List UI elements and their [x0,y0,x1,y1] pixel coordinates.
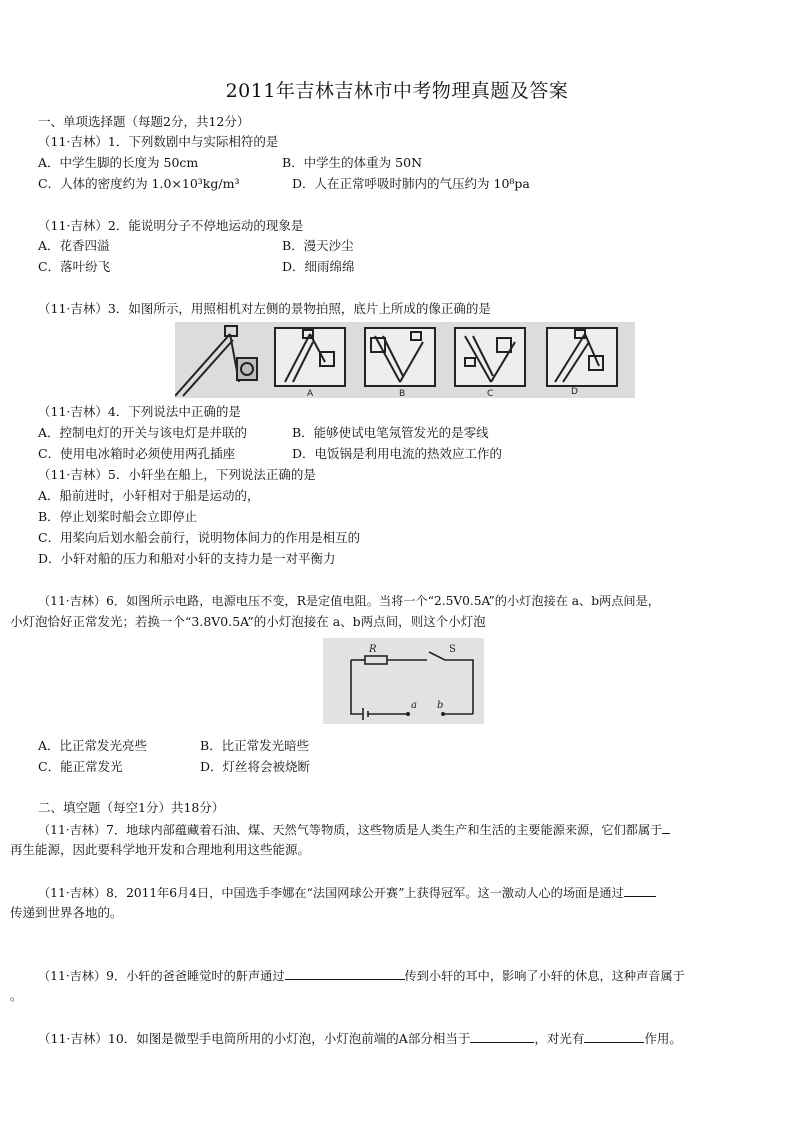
q4-option-b: B．能够使试电笔氖管发光的是零线 [292,425,489,440]
q4-option-d: D．电饭锅是利用电流的热效应工作的 [292,446,503,461]
q1-stem: （11·吉林）1．下列数剧中与实际相符的是 [38,134,279,149]
section-heading-choice: 一、单项选择题（每题2分，共12分） [38,114,250,129]
q6-option-d: D．灯丝将会被烧断 [200,759,311,774]
q9-text-1: （11·吉林）9．小轩的爸爸睡觉时的鼾声通过 [38,969,285,983]
circuit-figure-svg [323,638,484,724]
q9-blank[interactable] [285,967,405,980]
q6-option-a: A．比正常发光亮些 [38,738,148,753]
q4-option-a: A．控制电灯的开关与该电灯是并联的 [38,425,248,440]
label-b: B [399,389,406,398]
camera-figure-svg [175,322,635,398]
point-b-label: b [437,700,444,711]
q1-option-d: D．人在正常呼吸时肺内的气压约为 10⁸pa [292,176,530,191]
q7-blank[interactable] [662,821,670,834]
point-a-label: a [411,700,417,711]
q2-option-b: B．漫天沙尘 [282,238,354,253]
q8-text: （11·吉林）8．2011年6月4日，中国选手李娜在“法国网球公开赛”上获得冠军。这一激动人心的场面是通过 [38,886,624,900]
q5-stem: （11·吉林）5．小轩坐在船上，下列说法正确的是 [38,467,316,482]
q1-option-a: A．中学生脚的长度为 50cm [38,155,199,170]
q9-text-2: 传到小轩的耳中，影响了小轩的休息，这种声音属于 [404,969,685,983]
q5-option-c: C．用桨向后划水船会前行，说明物体间力的作用是相互的 [38,530,361,545]
option-c-drawing [455,328,525,386]
q10-text-1: （11·吉林）10．如图是微型手电筒所用的小灯泡，小灯泡前端的A部分相当于 [38,1031,471,1046]
q8-blank[interactable] [624,884,656,897]
camera-figure [175,322,635,398]
option-a-drawing [275,328,345,386]
q10-text-2: ，对光有 [534,1031,585,1046]
terminal-b [441,712,445,716]
option-d-drawing [547,328,617,386]
circuit-figure [323,638,484,724]
q2-option-a: A．花香四溢 [38,238,110,253]
q10-blank-1[interactable] [470,1030,534,1043]
q3-stem: （11·吉林）3．如图所示，用照相机对左侧的景物拍照，底片上所成的像正确的是 [38,301,491,316]
q2-stem: （11·吉林）2．能说明分子不停地运动的现象是 [38,218,304,233]
q10-blank-2[interactable] [584,1030,644,1043]
label-d: D [571,387,578,397]
q5-option-d: D．小轩对船的压力和船对小轩的支持力是一对平衡力 [38,551,336,566]
label-a: A [307,389,314,398]
q7-text: （11·吉林）7．地球内部蕴藏着石油、煤、天然气等物质，这些物质是人类生产和生活的主要能源来源，它们都属于 [38,823,663,837]
q8-line1 [38,884,656,901]
option-b-drawing [365,328,435,386]
q6-option-b: B．比正常发光暗些 [200,738,310,753]
q2-option-c: C．落叶纷飞 [38,259,111,274]
q7-line2: 再生能源，因此要科学地开发和合理地利用这些能源。 [10,842,311,857]
q10-text-3: 作用。 [644,1031,682,1046]
q8-line2: 传递到世界各地的。 [10,905,123,920]
q6-option-c: C．能正常发光 [38,759,123,774]
label-c: C [487,389,494,398]
q1-option-c: C．人体的密度约为 1.0×10³kg/m³ [38,176,240,191]
scene-drawing [175,326,257,396]
q9-line2: 。 [10,988,23,1003]
q6-stem-line2: 小灯泡恰好正常发光；若换一个“3.8V0.5A”的小灯泡接在 a、b两点间，则这个小灯泡 [10,614,486,629]
page-title: 2011年吉林吉林市中考物理真题及答案 [225,80,569,102]
resistor-label: R [369,644,377,655]
q7-line1 [38,821,670,838]
q5-option-a: A．船前进时，小轩相对于船是运动的， [38,488,260,503]
q6-stem-line1: （11·吉林）6．如图所示电路，电源电压不变，R是定值电阻。当将一个“2.5V0.5A”的小灯泡接在 a、b两点间是， [38,594,660,608]
switch-label: S [449,644,456,655]
q1-option-b: B．中学生的体重为 50N [282,155,423,170]
q10-line1 [38,1030,682,1047]
q4-option-c: C．使用电冰箱时必须使用两孔插座 [38,446,236,461]
q4-stem: （11·吉林）4．下列说法中正确的是 [38,404,241,419]
q9-line1 [38,967,685,984]
q5-option-b: B．停止划桨时船会立即停止 [38,509,198,524]
section-heading-fill: 二、填空题（每空1分）共18分） [38,800,225,815]
terminal-a [406,712,410,716]
q2-option-d: D．细雨绵绵 [282,259,355,274]
